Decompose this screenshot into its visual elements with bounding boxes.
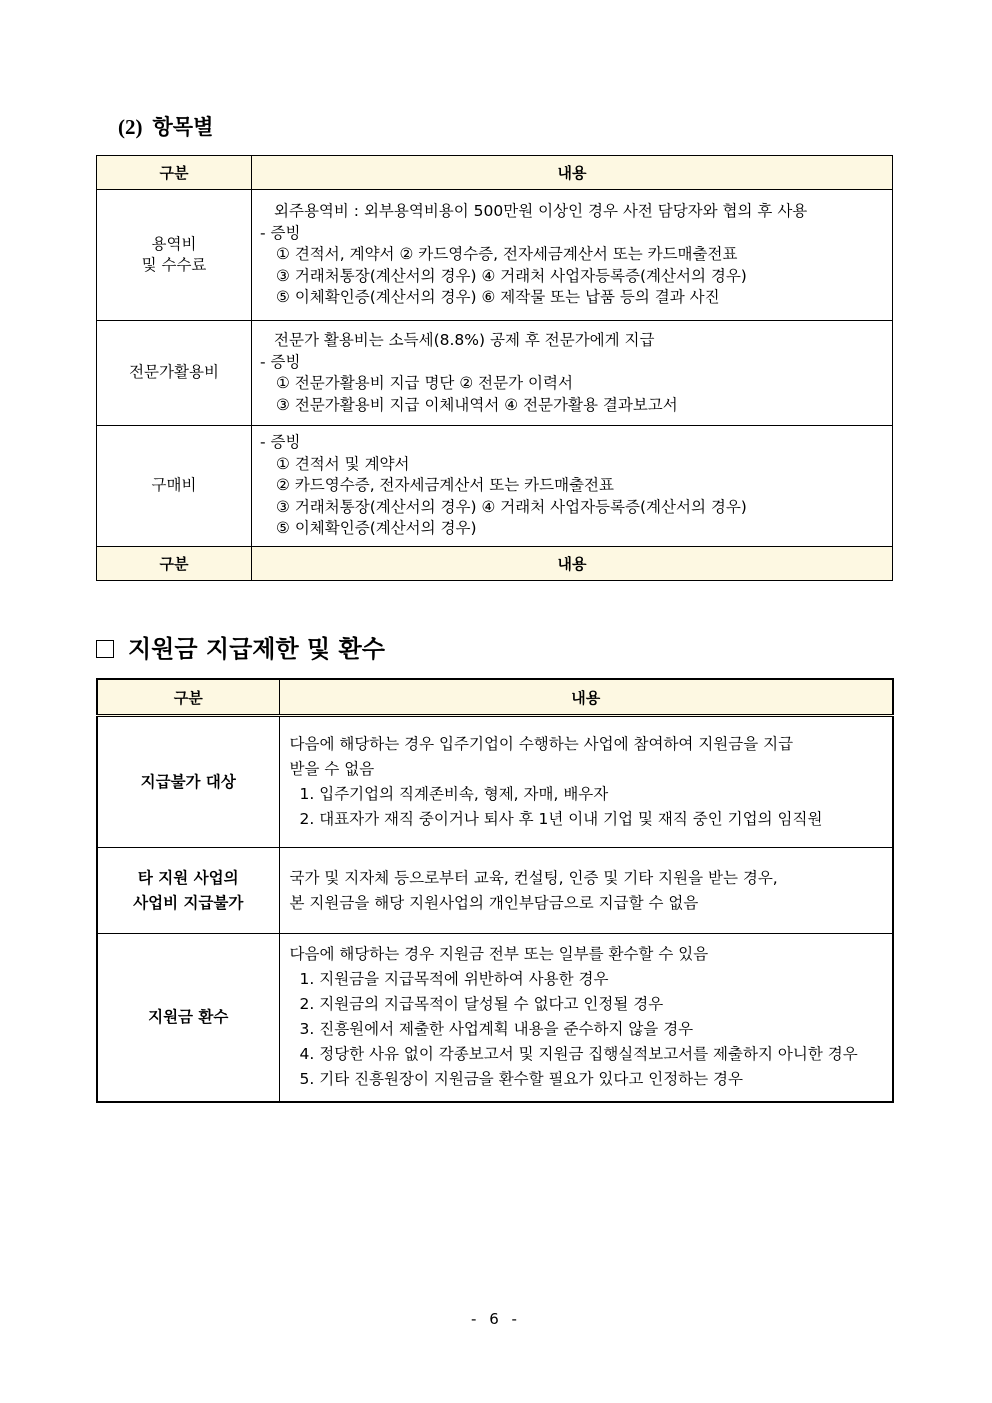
- restriction-table: [96, 678, 894, 1103]
- table-row: [97, 190, 893, 321]
- table-header-row: [97, 156, 893, 190]
- table-header-row: [97, 679, 893, 716]
- header-category: 구분: [97, 156, 252, 190]
- row-category: 구매비: [97, 426, 252, 547]
- section-number: (2): [118, 115, 143, 139]
- restriction-heading-title: 지원금 지급제한 및 환수: [128, 635, 385, 663]
- footer-category: 구분: [97, 547, 252, 581]
- table-row: [97, 934, 893, 1102]
- row-content: 국가 및 지자체 등으로부터 교육, 컨설팅, 인증 및 기타 지원을 받는 경우, 본 지원금을 해당 지원사업의 개인부담금으로 지급할 수 없음: [279, 848, 893, 934]
- row-content: 다음에 해당하는 경우 지원금 전부 또는 일부를 환수할 수 있음 1. 지원금을 지급목적에 위반하여 사용한 경우 2. 지원금의 지급목적이 달성될 수 없다고 인정될 경우 3. 진흥원에서 제출한 사업계획 내용을 준수하지 않을 경우 4. 정당한 사유 없이 각종보고서 및 지원금 집행실적보고서를 제출하지 아니한 경우 5. 기타 진흥원장이 지원금을 환수할 필요가 있다고 인정하는 경우: [279, 934, 893, 1102]
- restriction-heading: [96, 630, 385, 668]
- expense-items-table: [96, 155, 893, 581]
- row-content: 전문가 활용비는 소득세(8.8%) 공제 후 전문가에게 지급 - 증빙 ① 전문가활용비 지급 명단 ② 전문가 이력서 ③ 전문가활용비 지급 이체내역서 ④ 전문가활용 결과보고서: [252, 321, 893, 426]
- row-category: 용역비 및 수수료: [97, 190, 252, 321]
- row-content: 외주용역비 : 외부용역비용이 500만원 이상인 경우 사전 담당자와 협의 후 사용 - 증빙 ① 견적서, 계약서 ② 카드영수증, 전자세금계산서 또는 카드매출전표 ③ 거래처통장(계산서의 경우) ④ 거래처 사업자등록증(계산서의 경우) ⑤ 이체확인증(계산서의 경우) ⑥ 제작물 또는 납품 등의 결과 사진: [252, 190, 893, 321]
- row-content: - 증빙 ① 견적서 및 계약서 ② 카드영수증, 전자세금계산서 또는 카드매출전표 ③ 거래처통장(계산서의 경우) ④ 거래처 사업자등록증(계산서의 경우) ⑤ 이체확인증(계산서의 경우): [252, 426, 893, 547]
- table-row: [97, 716, 893, 848]
- row-category: 지원금 환수: [97, 934, 279, 1102]
- row-category: 타 지원 사업의 사업비 지급불가: [97, 848, 279, 934]
- table-footer-row: [97, 547, 893, 581]
- table-row: [97, 848, 893, 934]
- header-content: 내용: [252, 156, 893, 190]
- section-title: 항목별: [152, 114, 214, 139]
- row-category: 전문가활용비: [97, 321, 252, 426]
- checkbox-icon: [96, 640, 114, 658]
- page-number: - 6 -: [471, 1310, 521, 1328]
- row-category: 지급불가 대상: [97, 716, 279, 848]
- header-content: 내용: [279, 679, 893, 716]
- table-row: [97, 426, 893, 547]
- table-row: [97, 321, 893, 426]
- footer-content: 내용: [252, 547, 893, 581]
- row-content: 다음에 해당하는 경우 입주기업이 수행하는 사업에 참여하여 지원금을 지급 받을 수 없음 1. 입주기업의 직계존비속, 형제, 자매, 배우자 2. 대표자가 재직 중이거나 퇴사 후 1년 이내 기업 및 재직 중인 기업의 임직원: [279, 716, 893, 848]
- header-category: 구분: [97, 679, 279, 716]
- section-heading: [118, 110, 213, 144]
